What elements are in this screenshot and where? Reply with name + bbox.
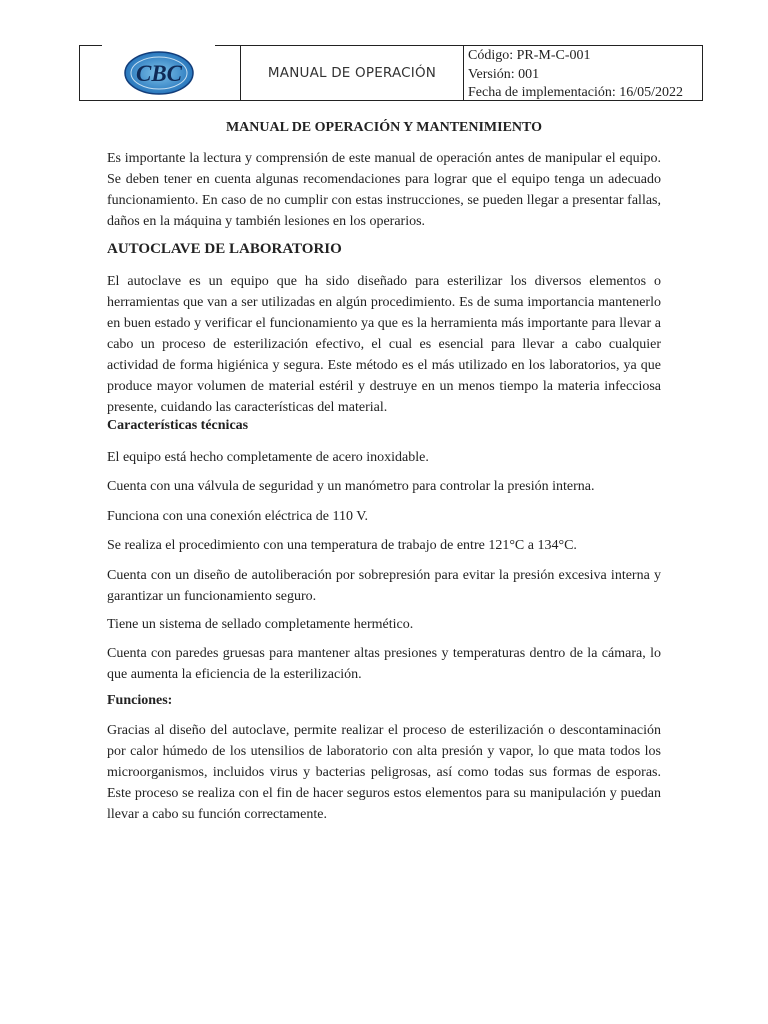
document-header: [79, 45, 703, 101]
spec-item: El equipo está hecho completamente de acero inoxidable.: [107, 450, 429, 465]
spec-item: Se realiza el procedimiento con una temperatura de trabajo de entre 121°C a 134°C.: [107, 538, 577, 553]
header-divider: [463, 45, 464, 101]
spec-item: Cuenta con paredes gruesas para mantener altas presiones y temperaturas dentro de la cámara, lo que aumenta la eficiencia de la esterilización.: [107, 646, 661, 682]
section-paragraph: El autoclave es un equipo que ha sido diseñado para esterilizar los diversos elementos o herramientas que van a ser utilizadas en algún procedimiento. Es de suma importancia mantenerlo en buen estado y verificar el funcionamiento ya que es la herramienta más importante para llevar a cabo un proceso de esterilización efectivo, el cual es esencial para llevar a cabo cualquier actividad de forma higiénica y segura. Este método es el más utilizado en los laboratorios, ya que produce mayor volumen de material estéril y destruye en un menos tiempo la materia infecciosa presente, cuidando las características del material.: [107, 274, 661, 415]
intro-paragraph: Es importante la lectura y comprensión de este manual de operación antes de manipular el equipo. Se deben tener en cuenta algunas recomendaciones para lograr que el equipo tenga un adecuado funcionamiento. En caso de no cumplir con estas instrucciones, se pueden llegar a presentar fallas, daños en la máquina y también lesiones en los operarios.: [107, 151, 661, 229]
specs-heading: Características técnicas: [107, 418, 249, 433]
functions-paragraph: Gracias al diseño del autoclave, permite realizar el proceso de esterilización o descontaminación por calor húmedo de los utensilios de laboratorio con alta presión y vapor, lo que mata todos los microorganismos, incluidos virus y bacterias peligrosas, así como todas sus formas de esporas. Este proceso se realiza con el fin de hacer seguros estos elementos para su manipulación y puedan llevar a cabo su función correctamente.: [107, 723, 661, 822]
document-version: Versión: 001: [468, 66, 540, 82]
company-logo: [121, 48, 197, 98]
functions-heading: Funciones:: [107, 693, 173, 708]
spec-item: Cuenta con una válvula de seguridad y un manómetro para controlar la presión interna.: [107, 479, 595, 494]
header-border: [702, 45, 703, 101]
section-heading: AUTOCLAVE DE LABORATORIO: [107, 241, 342, 257]
implementation-date: Fecha de implementación: 16/05/2022: [468, 85, 684, 100]
header-border: [79, 45, 80, 101]
spec-item: Funciona con una conexión eléctrica de 110 V.: [107, 509, 368, 524]
document-code: Código: PR-M-C-001: [468, 48, 591, 63]
header-border: [79, 45, 102, 46]
spec-item: Cuenta con un diseño de autoliberación por sobrepresión para evitar la presión excesiva interna y garantizar un funcionamiento seguro.: [107, 568, 661, 604]
document-title: MANUAL DE OPERACIÓN Y MANTENIMIENTO: [225, 120, 543, 135]
header-info: [468, 47, 700, 103]
spec-item: Tiene un sistema de sellado completamente hermético.: [107, 617, 414, 632]
header-title: MANUAL DE OPERACIÓN: [267, 65, 437, 81]
logo-text: CBC: [135, 61, 183, 86]
